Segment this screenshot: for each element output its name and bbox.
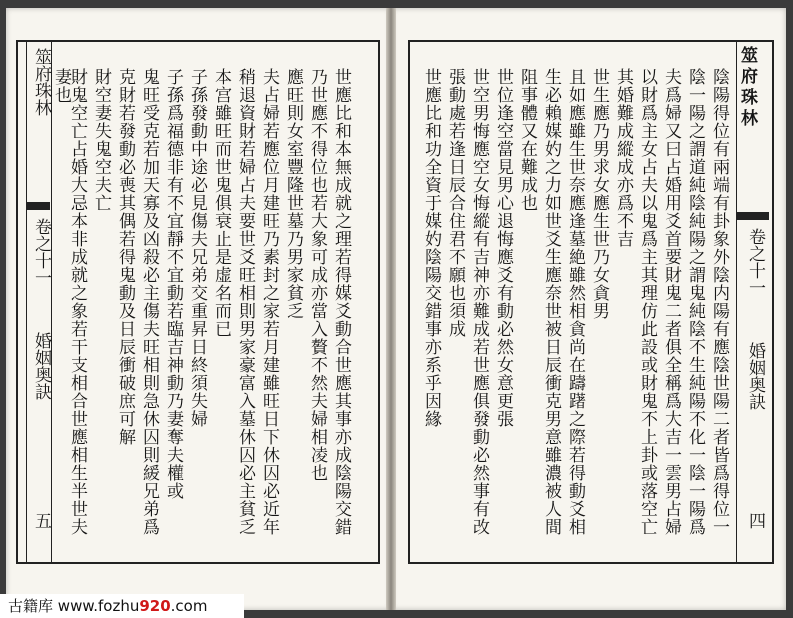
left-text-column: 應旺則女室豐隆世墓乃男家貧乏 — [283, 68, 303, 320]
right-fold-divider — [737, 212, 769, 220]
left-text-column: 夫占婦若應位月建旺乃素封之家若月建雖旺日下休囚必近年 — [259, 68, 279, 536]
watermark-url-prefix: www.fozhu — [57, 597, 140, 615]
left-text-column: 財鬼空亡占婚大忌本非成就之象若干支相合世應相生半世夫 — [67, 68, 87, 536]
right-page-frame — [408, 40, 774, 564]
right-text-column: 以財爲主女占夫以鬼爲主其理仿此設或財鬼不上卦或落空亡 — [637, 68, 657, 536]
right-page-number: 四 — [745, 512, 765, 529]
right-text-column: 世空男悔應空女悔縱有吉神亦難成若世應俱發動必然事有改 — [469, 68, 489, 536]
site-watermark — [0, 594, 244, 618]
right-section: 婚姻奥訣 — [745, 342, 765, 410]
right-text-column: 世生應乃男求女應生世乃女貪男 — [589, 68, 609, 320]
left-fold-volume: 卷之十一 — [31, 218, 51, 286]
right-text-column: 張動處若逢日辰合住君不願也須成 — [445, 68, 465, 338]
left-fold-page-number: 五 — [31, 512, 51, 529]
watermark-url-number: 920 — [139, 597, 171, 615]
right-volume: 卷之十一 — [745, 228, 765, 296]
left-page-frame — [16, 40, 380, 564]
left-fold-section: 婚姻奥訣 — [31, 332, 51, 400]
right-fold-strip — [736, 42, 769, 562]
left-text-column: 鬼旺受克若加天寡及凶殺必主傷夫旺相則急休囚則緩兄弟爲 — [139, 68, 159, 536]
left-text-column: 本宫雖旺而世鬼俱衰止是虚名而已 — [211, 68, 231, 338]
left-text-column: 財空妻失鬼空夫亡 — [91, 68, 111, 212]
watermark-site-name: 古籍库 — [8, 597, 54, 615]
left-text-column: 克財若發動必喪其偶若得鬼動及日辰衝破庶可解 — [115, 68, 135, 446]
left-text-column: 妻也 — [51, 68, 71, 104]
watermark-url-suffix: .com — [170, 597, 208, 615]
left-text-column: 乃世應不得位也若大象可成亦當入贅不然夫婦相凌也 — [307, 68, 327, 482]
right-text-column: 且如應雖生世奈應逢墓絶雖然相貪尚在躊躇之際若得動爻相 — [565, 68, 585, 536]
left-fold-strip — [26, 42, 52, 562]
right-text-column: 陰陽得位有兩端有卦象外陰内陽有應陰世陽二者皆爲得位一 — [709, 68, 729, 536]
left-text-column: 子孫發動中途必見傷夫兄弟交重昇日終須失婦 — [187, 68, 207, 428]
left-fold-divider — [26, 202, 50, 210]
right-text-column: 陰一陽之謂道純陰純陽之謂鬼純陰不生純陽不化一陰一陽爲 — [685, 68, 705, 536]
right-text-column: 阻事體又在難成也 — [517, 68, 537, 212]
right-text-column: 生必賴媒妁之力如世爻生應奈世被日辰衝克男意雖濃被人間 — [541, 68, 561, 536]
right-text-column: 夫爲婦又曰占婚用爻首要財鬼二者俱全稱爲大吉一雲男占婦 — [661, 68, 681, 536]
right-text-column: 其婚難成縱成亦爲不吉 — [613, 68, 633, 248]
left-text-column: 子孫爲福德非有不宜靜不宜動若臨吉神動乃妻奪夫權或 — [163, 68, 183, 500]
left-text-column: 世應比和本無成就之理若得媒爻動合世應其事亦成陰陽交錯 — [331, 68, 351, 536]
left-fold-title: 筮府珠林 — [31, 48, 51, 116]
book-gutter — [386, 8, 396, 610]
right-text-column: 世位逢空當見男心退悔應爻有動必然女意更張 — [493, 68, 513, 428]
left-text-column: 稍退資財若婦占夫要世爻旺相則男家豪富入墓休囚必主貧乏 — [235, 68, 255, 536]
right-text-column: 世應比和功全資于媒妁陰陽交錯事亦系乎因緣 — [421, 68, 441, 428]
right-header-title: 筮府珠林 — [737, 46, 757, 130]
